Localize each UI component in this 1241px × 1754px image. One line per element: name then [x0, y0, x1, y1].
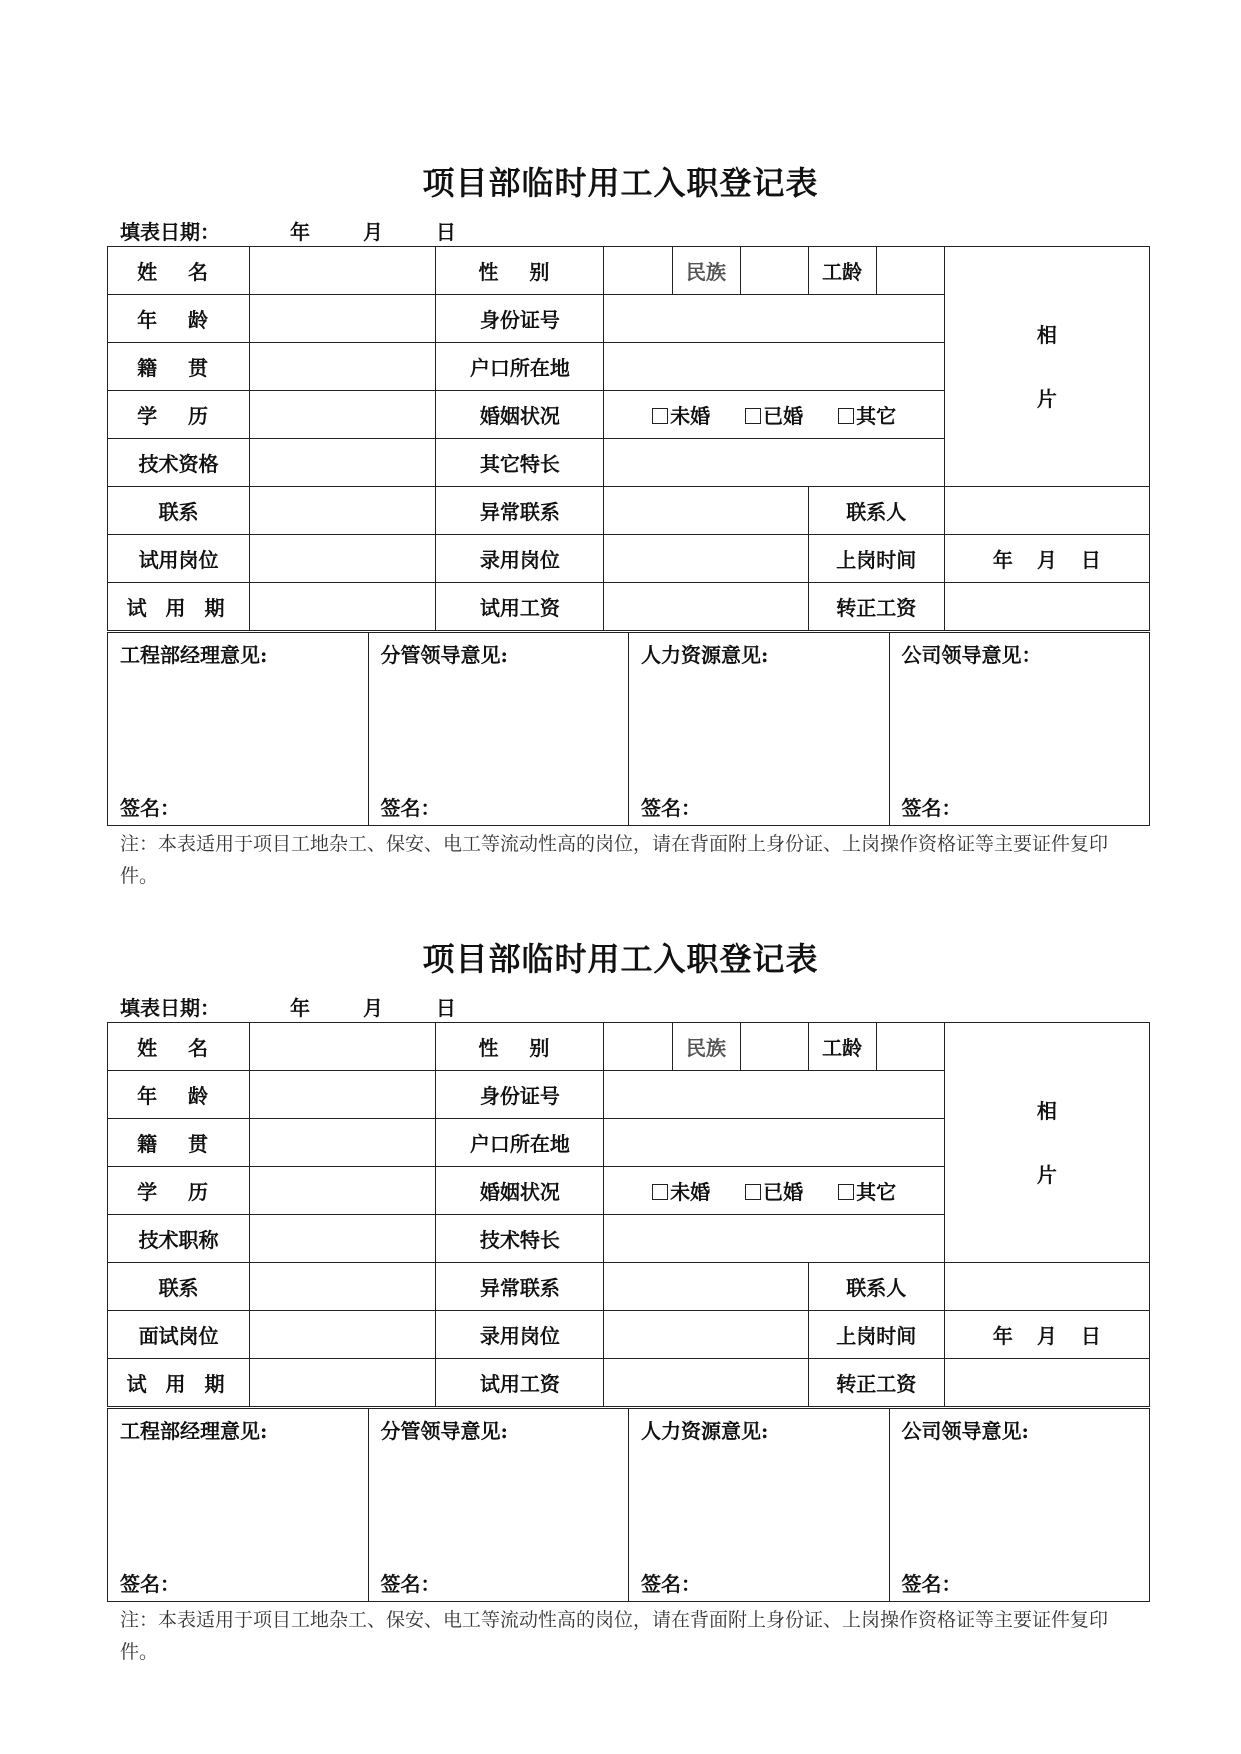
value-hire-post[interactable]	[604, 1311, 808, 1359]
value-trial-period[interactable]	[250, 583, 436, 631]
label-marital: 婚姻状况	[436, 391, 604, 439]
opinion-label: 公司领导意见：	[901, 643, 1042, 667]
option-other[interactable]: 其它	[838, 400, 896, 429]
option-unmarried[interactable]: 未婚	[652, 400, 710, 429]
value-household[interactable]	[604, 343, 944, 391]
checkbox-icon[interactable]	[652, 1184, 668, 1200]
value-trial-post[interactable]	[250, 1311, 436, 1359]
opinion-label: 工程部经理意见:	[120, 643, 268, 667]
opinion-label: 人力资源意见:	[641, 1419, 769, 1443]
value-contact[interactable]	[250, 1263, 436, 1311]
opinion-table	[107, 632, 1150, 826]
fill-date-label: 填表日期：	[120, 220, 220, 244]
label-id-number: 身份证号	[436, 295, 604, 343]
label-contact: 联系	[108, 487, 250, 535]
value-seniority[interactable]	[876, 247, 944, 295]
label-trial-period: 试 用 期	[108, 583, 250, 631]
label-age: 年 龄	[108, 1071, 250, 1119]
checkbox-icon[interactable]	[838, 408, 854, 424]
photo-label-1: 相	[1036, 1098, 1057, 1123]
checkbox-icon[interactable]	[652, 408, 668, 424]
sign-label: 签名：	[380, 1572, 441, 1596]
value-household[interactable]	[604, 1119, 944, 1167]
value-start-time[interactable]: 年 月 日	[944, 1311, 1149, 1359]
value-trial-period[interactable]	[250, 1359, 436, 1407]
fill-date-month: 月	[362, 220, 383, 244]
sign-label: 签名：	[380, 796, 441, 820]
opinion-cell[interactable]	[629, 1409, 890, 1602]
footnote: 注：本表适用于项目工地杂工、保安、电工等流动性高的岗位，请在背面附上身份证、上岗操作资格证等主要证件复印件。	[120, 1609, 1109, 1663]
value-trial-salary[interactable]	[604, 1359, 808, 1407]
value-contact-person[interactable]	[944, 487, 1149, 535]
label-native-place: 籍 贯	[108, 1119, 250, 1167]
value-native-place[interactable]	[250, 1119, 436, 1167]
info-table	[107, 1022, 1150, 1407]
label-contact: 联系	[108, 1263, 250, 1311]
value-contact[interactable]	[250, 487, 436, 535]
option-married[interactable]: 已婚	[745, 1176, 803, 1205]
label-name: 姓 名	[108, 1023, 250, 1071]
value-hire-post[interactable]	[604, 535, 808, 583]
sign-label: 签名：	[120, 1572, 180, 1596]
label-seniority: 工龄	[808, 247, 876, 295]
opinion-cell[interactable]	[108, 633, 369, 826]
label-name: 姓 名	[108, 247, 250, 295]
marital-options	[604, 391, 944, 439]
opinion-cell[interactable]	[368, 1409, 629, 1602]
label-seniority: 工龄	[808, 1023, 876, 1071]
value-name[interactable]	[250, 1023, 436, 1071]
label-gender: 性 别	[436, 247, 604, 295]
label-regular-salary: 转正工资	[808, 583, 944, 631]
label-ethnicity: 民族	[672, 1023, 740, 1071]
label-trial-post: 试用岗位	[108, 535, 250, 583]
label-native-place: 籍 贯	[108, 343, 250, 391]
label-start-time: 上岗时间	[808, 1311, 944, 1359]
value-gender[interactable]	[604, 1023, 672, 1071]
value-emergency[interactable]	[604, 487, 808, 535]
value-name[interactable]	[250, 247, 436, 295]
value-ethnicity[interactable]	[740, 1023, 808, 1071]
value-education[interactable]	[250, 391, 436, 439]
opinion-cell[interactable]	[889, 633, 1150, 826]
value-seniority[interactable]	[876, 1023, 944, 1071]
value-start-time[interactable]: 年 月 日	[944, 535, 1149, 583]
fill-date-year: 年	[289, 996, 310, 1020]
label-hire-post: 录用岗位	[436, 535, 604, 583]
fill-date-label: 填表日期：	[120, 996, 220, 1020]
label-specialty: 其它特长	[436, 439, 604, 487]
label-education: 学 历	[108, 391, 250, 439]
value-regular-salary[interactable]	[944, 583, 1149, 631]
value-trial-post[interactable]	[250, 535, 436, 583]
value-id-number[interactable]	[604, 295, 944, 343]
form-title: 项目部临时用工入职登记表	[422, 940, 819, 978]
value-regular-salary[interactable]	[944, 1359, 1149, 1407]
opinion-table	[107, 1408, 1150, 1602]
value-emergency[interactable]	[604, 1263, 808, 1311]
value-education[interactable]	[250, 1167, 436, 1215]
label-gender: 性 别	[436, 1023, 604, 1071]
label-trial-salary: 试用工资	[436, 1359, 604, 1407]
value-qualification[interactable]	[250, 1215, 436, 1263]
value-contact-person[interactable]	[944, 1263, 1149, 1311]
sign-label: 签名：	[120, 796, 180, 820]
form-title: 项目部临时用工入职登记表	[422, 164, 819, 202]
value-native-place[interactable]	[250, 343, 436, 391]
label-regular-salary: 转正工资	[808, 1359, 944, 1407]
checkbox-icon[interactable]	[838, 1184, 854, 1200]
info-table	[107, 246, 1150, 631]
photo-box[interactable]	[944, 1023, 1149, 1263]
label-trial-period: 试 用 期	[108, 1359, 250, 1407]
value-id-number[interactable]	[604, 1071, 944, 1119]
option-unmarried[interactable]: 未婚	[652, 1176, 710, 1205]
fill-date-line	[120, 992, 502, 1021]
label-household: 户口所在地	[436, 343, 604, 391]
label-qualification: 技术职称	[108, 1215, 250, 1263]
opinion-label: 分管领导意见:	[380, 643, 508, 667]
value-ethnicity[interactable]	[740, 247, 808, 295]
checkbox-icon[interactable]	[745, 408, 761, 424]
option-other[interactable]: 其它	[838, 1176, 896, 1205]
value-specialty[interactable]	[604, 439, 944, 487]
opinion-cell[interactable]	[629, 633, 890, 826]
fill-date-month: 月	[362, 996, 383, 1020]
photo-label-1: 相	[1036, 322, 1057, 347]
photo-label-2: 片	[1036, 1162, 1057, 1187]
fill-date-day: 日	[435, 996, 456, 1020]
label-emergency: 异常联系	[436, 1263, 604, 1311]
opinion-cell[interactable]	[889, 1409, 1150, 1602]
value-age[interactable]	[250, 295, 436, 343]
fill-date-line	[120, 216, 502, 245]
sign-label: 签名：	[641, 796, 701, 820]
label-start-time: 上岗时间	[808, 535, 944, 583]
sign-label: 签名：	[641, 1572, 701, 1596]
value-age[interactable]	[250, 1071, 436, 1119]
opinion-label: 公司领导意见:	[901, 1419, 1029, 1443]
label-hire-post: 录用岗位	[436, 1311, 604, 1359]
opinion-label: 分管领导意见:	[380, 1419, 508, 1443]
label-specialty: 技术特长	[436, 1215, 604, 1263]
label-trial-salary: 试用工资	[436, 583, 604, 631]
label-contact-person: 联系人	[808, 1263, 944, 1311]
photo-box[interactable]	[944, 247, 1149, 487]
label-age: 年 龄	[108, 295, 250, 343]
marital-options	[604, 1167, 944, 1215]
value-qualification[interactable]	[250, 439, 436, 487]
sign-label: 签名：	[901, 796, 962, 820]
photo-label-2: 片	[1036, 386, 1057, 411]
label-trial-post: 面试岗位	[108, 1311, 250, 1359]
label-contact-person: 联系人	[808, 487, 944, 535]
label-household: 户口所在地	[436, 1119, 604, 1167]
label-education: 学 历	[108, 1167, 250, 1215]
opinion-cell[interactable]	[108, 1409, 369, 1602]
label-marital: 婚姻状况	[436, 1167, 604, 1215]
footnote: 注：本表适用于项目工地杂工、保安、电工等流动性高的岗位，请在背面附上身份证、上岗操作资格证等主要证件复印件。	[120, 833, 1109, 887]
fill-date-year: 年	[289, 220, 310, 244]
checkbox-icon[interactable]	[745, 1184, 761, 1200]
fill-date-day: 日	[435, 220, 456, 244]
opinion-label: 人力资源意见:	[641, 643, 769, 667]
label-qualification: 技术资格	[108, 439, 250, 487]
value-trial-salary[interactable]	[604, 583, 808, 631]
opinion-cell[interactable]	[368, 633, 629, 826]
label-emergency: 异常联系	[436, 487, 604, 535]
value-gender[interactable]	[604, 247, 672, 295]
option-married[interactable]: 已婚	[745, 400, 803, 429]
sign-label: 签名：	[901, 1572, 962, 1596]
label-id-number: 身份证号	[436, 1071, 604, 1119]
opinion-label: 工程部经理意见:	[120, 1419, 268, 1443]
label-ethnicity: 民族	[672, 247, 740, 295]
value-specialty[interactable]	[604, 1215, 944, 1263]
